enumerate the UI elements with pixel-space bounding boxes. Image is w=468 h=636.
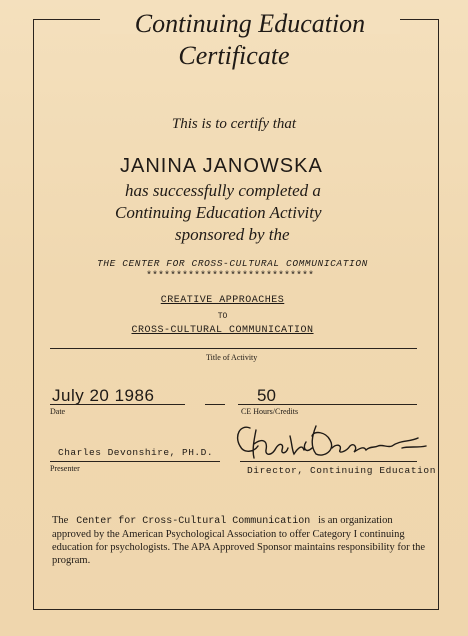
- presenter-line: [50, 461, 220, 462]
- date-label: Date: [50, 407, 66, 416]
- date-value: July 20 1986: [52, 386, 155, 405]
- certify-text: This is to certify that: [171, 116, 297, 132]
- title-banner: [100, 6, 400, 38]
- apa-statement: [52, 514, 427, 567]
- recipient-name: JANINA JANOWSKA: [120, 155, 323, 177]
- date-line-b: [205, 404, 225, 405]
- certificate-title: Continuing Education: [134, 9, 366, 38]
- hours-line: [238, 404, 417, 405]
- body-line-1: has successfully completed a: [125, 181, 321, 200]
- presenter-name: Charles Devonshire, PH.D.: [58, 447, 214, 458]
- sponsor-name: THE CENTER FOR CROSS-CULTURAL COMMUNICATION: [97, 258, 368, 269]
- certificate-subtitle: Certificate: [178, 41, 290, 70]
- body-line-2: Continuing Education Activity: [115, 203, 322, 222]
- hours-value: 50: [257, 386, 276, 405]
- director-line: [240, 461, 417, 462]
- director-label: Director, Continuing Education: [247, 465, 437, 476]
- activity-title-line-1: CREATIVE APPROACHES: [160, 295, 285, 306]
- activity-title-line-2: TO: [217, 312, 228, 321]
- hours-label: CE Hours/Credits: [241, 407, 299, 416]
- statement-lead: The: [52, 515, 69, 526]
- statement-org: Center for Cross-Cultural Communication: [76, 516, 311, 527]
- body-line-3: sponsored by the: [175, 225, 290, 244]
- date-line-a: [50, 404, 185, 405]
- presenter-label: Presenter: [50, 464, 80, 473]
- director-signature: [232, 418, 432, 466]
- sponsor-stars: ****************************: [146, 271, 315, 282]
- title-label: Title of Activity: [206, 353, 258, 362]
- activity-title-line-3: CROSS-CULTURAL COMMUNICATION: [131, 325, 314, 336]
- title-underline: [50, 348, 417, 349]
- statement-rest: is an organization approved by the American Psychological Association to offer Category I continuing education for psychologists. The APA Approved Sponsor maintains responsibility for the program.: [52, 515, 426, 566]
